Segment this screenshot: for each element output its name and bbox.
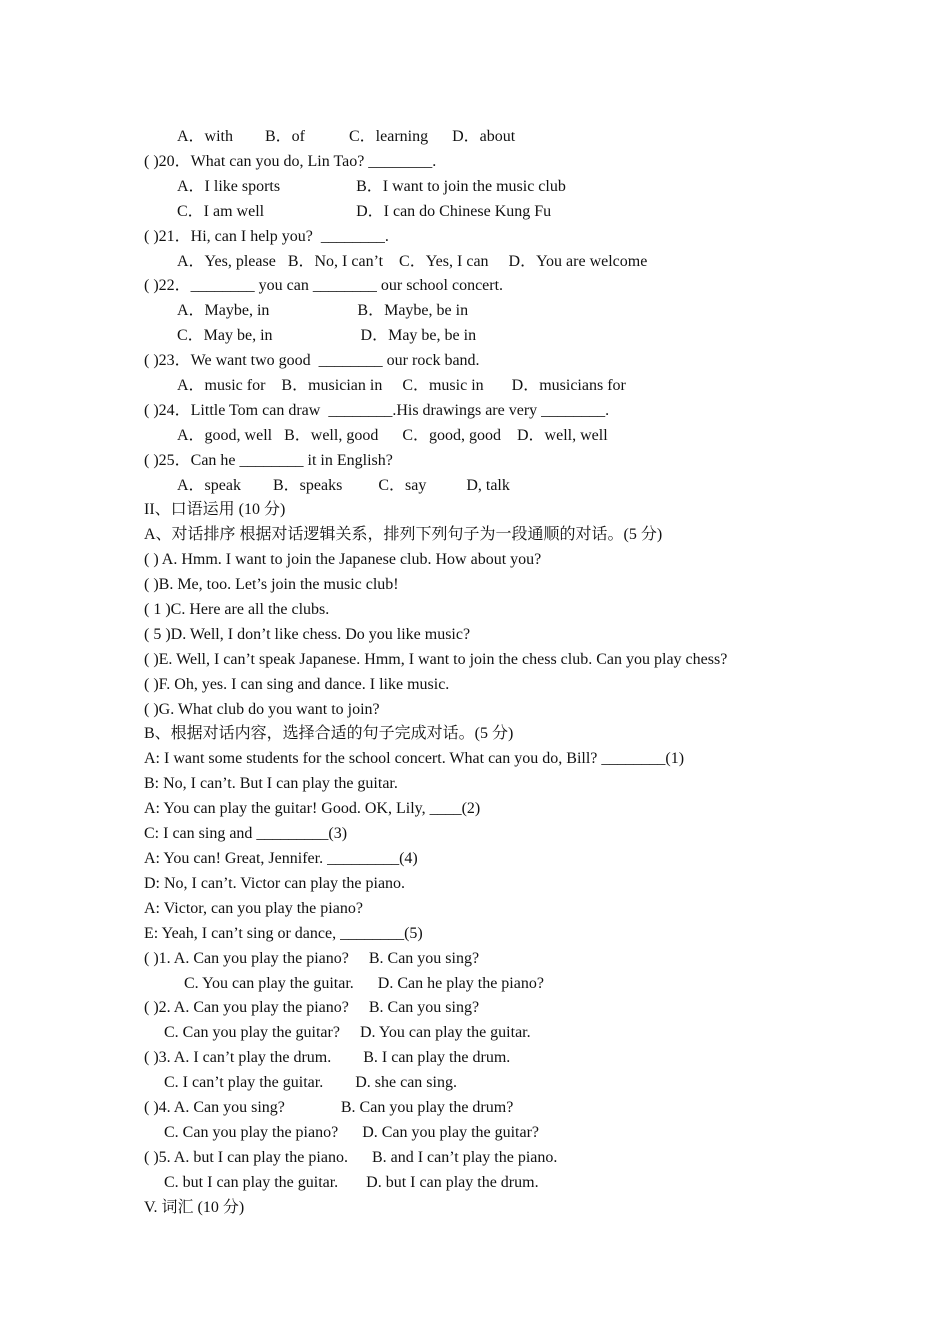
dialogue-line-7: A: Victor, can you play the piano? <box>144 900 363 917</box>
blank-1-options-cd: C. You can play the guitar. D. Can he play the piano? <box>184 975 544 992</box>
section-2a-heading: A、对话排序 根据对话逻辑关系，排列下列句子为一段通顺的对话。(5 分) <box>144 526 663 543</box>
ordering-item-d: ( 5 )D. Well, I don’t like chess. Do you like music? <box>144 626 471 643</box>
blank-5-options-cd: C. but I can play the guitar. D. but I can play the drum. <box>164 1174 539 1191</box>
blank-3-options-cd: C. I can’t play the guitar. D. she can sing. <box>164 1074 457 1091</box>
blank-2-options-ab: ( )2. A. Can you play the piano? B. Can you sing? <box>144 999 480 1016</box>
q24-options: A．good, well B．well, good C．good, good D．well, well <box>177 427 608 444</box>
ordering-item-a: ( ) A. Hmm. I want to join the Japanese club. How about you? <box>144 551 542 568</box>
question-21: ( )21．Hi, can I help you? ________. <box>144 228 389 245</box>
ordering-item-c: ( 1 )C. Here are all the clubs. <box>144 601 330 618</box>
question-22: ( )22．________ you can ________ our school concert. <box>144 277 504 294</box>
question-20: ( )20．What can you do, Lin Tao? ________. <box>144 153 437 170</box>
dialogue-line-1: A: I want some students for the school concert. What can you do, Bill? ________(1) <box>144 750 685 767</box>
q22-options-ab: A．Maybe, in B．Maybe, be in <box>177 302 469 319</box>
dialogue-line-5: A: You can! Great, Jennifer. _________(4) <box>144 850 418 867</box>
ordering-item-f: ( )F. Oh, yes. I can sing and dance. I like music. <box>144 676 450 693</box>
q21-options: A．Yes, please B．No, I can’t C．Yes, I can D．You are welcome <box>177 253 648 270</box>
blank-2-options-cd: C. Can you play the guitar? D. You can play the guitar. <box>164 1024 531 1041</box>
q19-options: A．with B．of C．learning D．about <box>177 128 516 145</box>
dialogue-line-8: E: Yeah, I can’t sing or dance, ________(5) <box>144 925 423 942</box>
dialogue-line-6: D: No, I can’t. Victor can play the piano. <box>144 875 406 892</box>
blank-5-options-ab: ( )5. A. but I can play the piano. B. and I can’t play the piano. <box>144 1149 558 1166</box>
blank-3-options-ab: ( )3. A. I can’t play the drum. B. I can play the drum. <box>144 1049 511 1066</box>
blank-1-options-ab: ( )1. A. Can you play the piano? B. Can you sing? <box>144 950 480 967</box>
ordering-item-b: ( )B. Me, too. Let’s join the music club! <box>144 576 399 593</box>
dialogue-line-2: B: No, I can’t. But I can play the guitar. <box>144 775 398 792</box>
ordering-item-g: ( )G. What club do you want to join? <box>144 701 380 718</box>
dialogue-line-3: A: You can play the guitar! Good. OK, Lily, ____(2) <box>144 800 481 817</box>
ordering-item-e: ( )E. Well, I can’t speak Japanese. Hmm, I want to join the chess club. Can you play chess? <box>144 651 728 668</box>
section-2-heading: II、口语运用 (10 分) <box>144 501 286 518</box>
q22-options-cd: C．May be, in D．May be, be in <box>177 327 477 344</box>
q20-options-ab: A．I like sports B．I want to join the music club <box>177 178 566 195</box>
q23-options: A．music for B．musician in C．music in D．musicians for <box>177 377 626 394</box>
q20-options-cd: C．I am well D．I can do Chinese Kung Fu <box>177 203 552 220</box>
blank-4-options-cd: C. Can you play the piano? D. Can you play the guitar? <box>164 1124 540 1141</box>
dialogue-line-4: C: I can sing and _________(3) <box>144 825 348 842</box>
q25-options: A．speak B．speaks C．say D, talk <box>177 477 510 494</box>
blank-4-options-ab: ( )4. A. Can you sing? B. Can you play the drum? <box>144 1099 514 1116</box>
section-2b-heading: B、根据对话内容，选择合适的句子完成对话。(5 分) <box>144 725 514 742</box>
question-24: ( )24．Little Tom can draw ________.His drawings are very ________. <box>144 402 610 419</box>
question-25: ( )25．Can he ________ it in English? <box>144 452 393 469</box>
section-5-heading: V. 词汇 (10 分) <box>144 1199 245 1216</box>
question-23: ( )23．We want two good ________ our rock band. <box>144 352 480 369</box>
